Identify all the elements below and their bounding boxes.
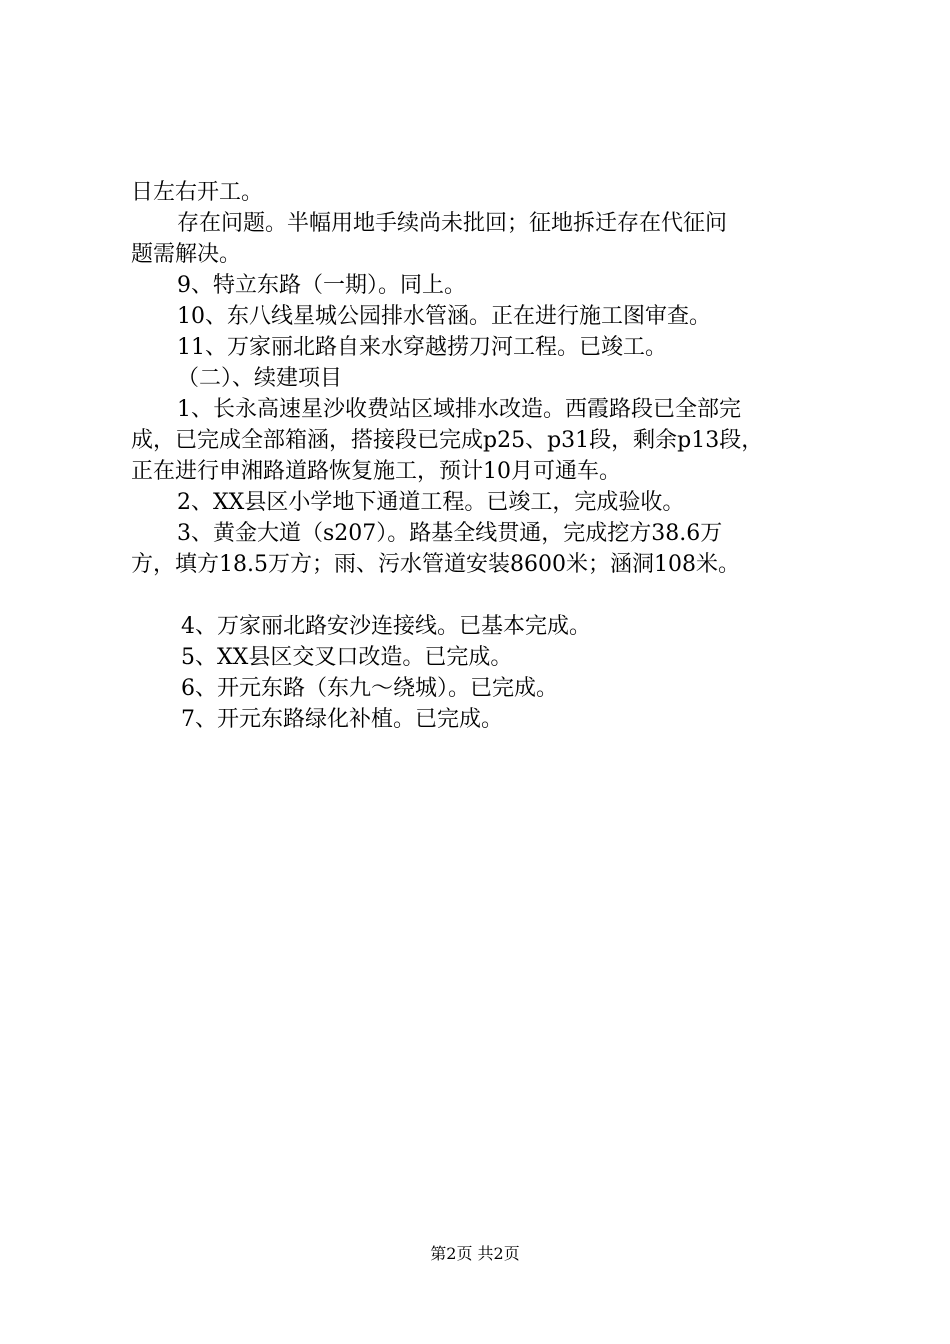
list-item: 9、特立东路（一期）。同上。	[177, 273, 466, 298]
section-heading: （二）、续建项目	[177, 366, 343, 391]
list-item: 7、开元东路绿化补植。已完成。	[181, 707, 503, 732]
paragraph-line: 正在进行申湘路道路恢复施工，预计10月可通车。	[131, 459, 621, 484]
page-footer: 第2页 共2页	[430, 1244, 520, 1263]
document-body	[131, 177, 851, 735]
paragraph-line: 日左右开工。	[131, 180, 264, 205]
paragraph-line: 方，填方18.5万方；雨、污水管道安装8600米；涵洞108米。	[131, 552, 740, 577]
list-item: 2、XX县区小学地下通道工程。已竣工，完成验收。	[177, 490, 685, 515]
list-item: 4、万家丽北路安沙连接线。已基本完成。	[181, 614, 591, 639]
list-item: 1、长永高速星沙收费站区域排水改造。西霞路段已全部完	[177, 397, 741, 422]
list-item: 5、XX县区交叉口改造。已完成。	[181, 645, 513, 670]
paragraph-line: 存在问题。半幅用地手续尚未批回；征地拆迁存在代征问	[177, 211, 728, 236]
list-item: 3、黄金大道（s207）。路基全线贯通，完成挖方38.6万	[177, 521, 723, 546]
blank-line	[131, 580, 851, 611]
list-item: 11、万家丽北路自来水穿越捞刀河工程。已竣工。	[177, 335, 667, 360]
list-item: 6、开元东路（东九～绕城）。已完成。	[181, 676, 558, 701]
list-item: 10、东八线星城公园排水管涵。正在进行施工图审查。	[177, 304, 711, 329]
paragraph-line: 题需解决。	[131, 242, 242, 267]
paragraph-line: 成，已完成全部箱涵，搭接段已完成p25、p31段，剩余p13段，	[131, 428, 764, 453]
